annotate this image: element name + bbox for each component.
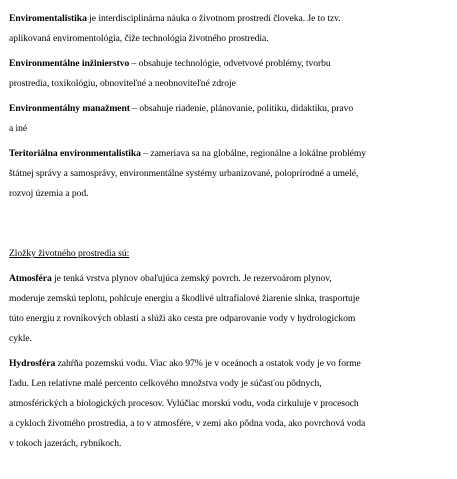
paragraph-environmentalny-manazment	[9, 99, 447, 139]
paragraph-enviromentalistika	[9, 9, 447, 49]
paragraph-hydrosfera	[9, 354, 447, 454]
paragraph-line	[9, 54, 447, 74]
paragraph-text: je interdisciplinárna náuka o životnom prostredí človeka. Je to tzv.	[86, 13, 341, 24]
paragraph-line: v tokoch jazerách, rybníkoch.	[9, 438, 122, 449]
section-heading	[9, 244, 447, 264]
paragraph-line	[9, 9, 447, 29]
paragraph-line: cykle.	[9, 333, 32, 344]
term-teritorialna-environmentalistika: Teritoriálna environmentalistika	[9, 148, 141, 159]
paragraph-environmentalne-inzinierstvo	[9, 54, 447, 94]
section-heading-text: Zložky životného prostredia sú:	[9, 248, 130, 259]
paragraph-text: – zameriava sa na globálne, regionálne a lokálne problémy	[140, 148, 367, 159]
paragraph-line: túto energiu z rovníkových oblastí a slúži ako cesta pre odparovanie vody v hydrologickom	[9, 313, 356, 324]
paragraph-line: štátnej správy a samosprávy, environmentálne systémy urbanizované, poloprírodné a umelé,	[9, 168, 359, 179]
paragraph-line: ľadu. Len relatívne malé percento celkového množstva vody je súčasťou pôdnych,	[9, 378, 322, 389]
term-environmentalne-inzinierstvo: Environmentálne inžinierstvo	[9, 58, 130, 69]
paragraph-line	[9, 99, 447, 119]
paragraph-line	[9, 269, 447, 289]
term-environmentalny-manazment: Environmentálny manažment	[9, 103, 130, 114]
paragraph-text: – obsahuje technológie, odvetvové problémy, tvorbu	[129, 58, 331, 69]
paragraph-teritorialna-environmentalistika	[9, 144, 447, 204]
paragraph-atmosfera	[9, 269, 447, 349]
paragraph-text: zahŕňa pozemskú vodu. Viac ako 97% je v oceánoch a ostatok vody je vo forme	[55, 358, 361, 369]
term-atmosfera: Atmosféra	[9, 273, 52, 284]
paragraph-text: – obsahuje riadenie, plánovanie, politiku, didaktiku, pravo	[129, 103, 354, 114]
paragraph-line: aplikovaná enviromentológia, čiže technológia životného prostredia.	[9, 33, 269, 44]
paragraph-line: moderuje zemskú teplotu, pohlcuje energiu a škodlivé ultrafialové žiarenie slnka, trasportuje	[9, 293, 360, 304]
paragraph-line	[9, 354, 447, 374]
term-hydrosfera: Hydrosféra	[9, 358, 56, 369]
paragraph-line: a cykloch životného prostredia, a to v atmosfére, v zemi ako pôdna voda, ako povrchová voda	[9, 418, 366, 429]
paragraph-text: je tenká vrstva plynov obaľujúca zemský povrch. Je rezervoárom plynov,	[51, 273, 332, 284]
paragraph-line: prostredia, toxikológiu, obnoviteľné a neobnoviteľné zdroje	[9, 78, 236, 89]
paragraph-line	[9, 144, 447, 164]
term-enviromentalistika: Enviromentalistika	[9, 13, 87, 24]
paragraph-line: atmosférických a biologických procesov. Vylúčiac morskú vodu, voda cirkuluje v procesoch	[9, 398, 359, 409]
paragraph-line: rozvoj územia a pod.	[9, 188, 89, 199]
paragraph-line: a iné	[9, 123, 28, 134]
